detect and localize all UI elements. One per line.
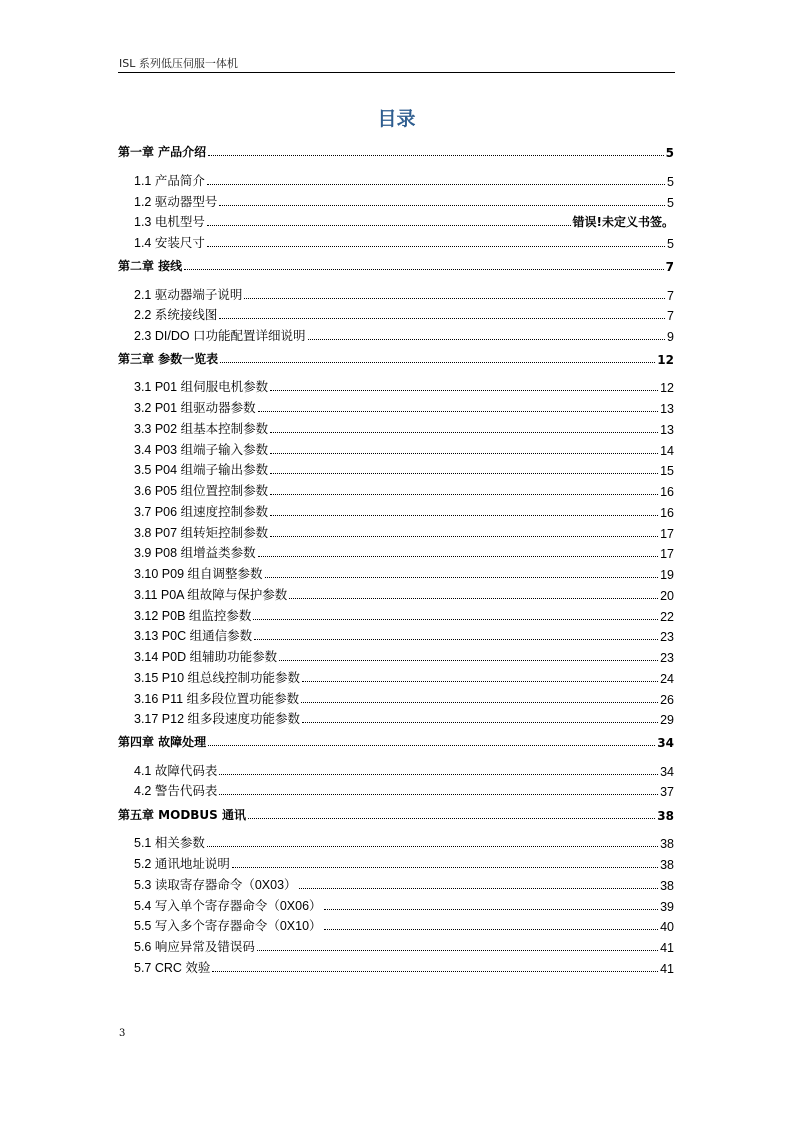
toc-section[interactable] <box>118 324 674 344</box>
toc-entry-page: 24 <box>660 672 674 686</box>
page-number: 3 <box>119 1028 126 1039</box>
dot-leader <box>208 154 663 156</box>
toc-entry-label: 3.16 P11 组多段位置功能参数 <box>134 692 300 706</box>
toc-chapter[interactable] <box>118 347 674 367</box>
toc-section[interactable] <box>118 687 674 707</box>
dot-leader <box>289 597 658 599</box>
toc-entry-page: 20 <box>660 589 674 603</box>
toc-section[interactable] <box>118 759 674 779</box>
toc-entry-page: 7 <box>667 309 674 323</box>
dot-leader <box>270 535 658 537</box>
dot-leader <box>253 618 658 620</box>
dot-leader <box>220 361 655 363</box>
toc-entry-label: 第三章 参数一览表 <box>118 352 219 366</box>
table-of-contents <box>118 0 674 1122</box>
dot-leader <box>302 721 658 723</box>
toc-section[interactable] <box>118 645 674 665</box>
toc-entry-label: 2.2 系统接线图 <box>134 308 218 322</box>
dot-leader <box>324 928 659 930</box>
dot-leader <box>270 452 658 454</box>
dot-leader <box>302 680 658 682</box>
toc-section[interactable] <box>118 935 674 955</box>
dot-leader <box>208 744 655 746</box>
toc-entry-page: 7 <box>667 289 674 303</box>
toc-entry-label: 2.1 驱动器端子说明 <box>134 288 243 302</box>
dot-leader <box>257 949 658 951</box>
toc-entry-page: 13 <box>660 423 674 437</box>
toc-entry-label: 3.6 P05 组位置控制参数 <box>134 484 269 498</box>
toc-section[interactable] <box>118 541 674 561</box>
toc-entry-page: 41 <box>660 962 674 976</box>
toc-entry-label: 5.2 通讯地址说明 <box>134 857 230 871</box>
toc-entry-page: 26 <box>660 693 674 707</box>
toc-section[interactable] <box>118 190 674 210</box>
dot-leader <box>270 514 658 516</box>
dot-leader <box>270 431 658 433</box>
toc-entry-label: 3.9 P08 组增益类参数 <box>134 546 256 560</box>
toc-entry-page: 5 <box>667 237 674 251</box>
toc-entry-page: 22 <box>660 610 674 624</box>
toc-entry-label: 5.7 CRC 效验 <box>134 961 211 975</box>
toc-entry-page: 5 <box>667 196 674 210</box>
toc-entry-label: 3.17 P12 组多段速度功能参数 <box>134 712 301 726</box>
toc-entry-label: 5.1 相关参数 <box>134 836 205 850</box>
toc-entry-page: 39 <box>660 900 674 914</box>
toc-entry-label: 5.3 读取寄存器命令（0X03） <box>134 878 297 892</box>
dot-leader <box>258 410 659 412</box>
toc-entry-page: 34 <box>660 765 674 779</box>
dot-leader <box>299 887 659 889</box>
toc-section[interactable] <box>118 231 674 251</box>
toc-section[interactable] <box>118 894 674 914</box>
toc-entry-label: 1.4 安装尺寸 <box>134 236 205 250</box>
toc-section[interactable] <box>118 417 674 437</box>
toc-error-text: 错误!未定义书签。 <box>572 215 674 229</box>
toc-section[interactable] <box>118 562 674 582</box>
toc-section[interactable] <box>118 303 674 323</box>
toc-section[interactable] <box>118 624 674 644</box>
toc-entry-page: 7 <box>665 260 674 274</box>
dot-leader <box>207 845 658 847</box>
toc-entry-label: 3.5 P04 组端子输出参数 <box>134 463 269 477</box>
dot-leader <box>244 297 665 299</box>
toc-entry-page: 16 <box>660 485 674 499</box>
toc-section[interactable] <box>118 500 674 520</box>
toc-entry-page: 12 <box>660 381 674 395</box>
dot-leader <box>270 389 658 391</box>
toc-entry-label: 4.2 警告代码表 <box>134 784 218 798</box>
toc-entry-page: 16 <box>660 506 674 520</box>
toc-entry-page: 29 <box>660 713 674 727</box>
toc-entry-page: 38 <box>660 879 674 893</box>
toc-entry-label: 1.1 产品简介 <box>134 174 205 188</box>
toc-entry-label: 5.6 响应异常及错误码 <box>134 940 255 954</box>
toc-entry-label: 第一章 产品介绍 <box>118 145 207 159</box>
toc-entry-label: 1.3 电机型号 <box>134 215 205 229</box>
dot-leader <box>184 268 663 270</box>
dot-leader <box>324 908 659 910</box>
dot-leader <box>212 970 658 972</box>
toc-entry-page: 40 <box>660 920 674 934</box>
dot-leader <box>207 224 571 226</box>
toc-entry-page: 5 <box>667 175 674 189</box>
toc-entry-label: 3.2 P01 组驱动器参数 <box>134 401 256 415</box>
toc-entry-page: 17 <box>660 547 674 561</box>
toc-entry-label: 3.14 P0D 组辅助功能参数 <box>134 650 278 664</box>
toc-section[interactable] <box>118 666 674 686</box>
dot-leader <box>232 866 658 868</box>
toc-section[interactable] <box>118 956 674 976</box>
dot-leader <box>265 576 659 578</box>
dot-leader <box>248 817 655 819</box>
toc-entry-page: 38 <box>660 837 674 851</box>
toc-entry-label: 1.2 驱动器型号 <box>134 195 218 209</box>
toc-entry-page: 41 <box>660 941 674 955</box>
toc-section[interactable] <box>118 852 674 872</box>
toc-entry-label: 3.7 P06 组速度控制参数 <box>134 505 269 519</box>
toc-section[interactable] <box>118 707 674 727</box>
toc-section[interactable] <box>118 914 674 934</box>
toc-entry-label: 3.13 P0C 组通信参数 <box>134 629 253 643</box>
toc-section[interactable] <box>118 479 674 499</box>
toc-section[interactable] <box>118 396 674 416</box>
dot-leader <box>207 183 665 185</box>
toc-entry-label: 2.3 DI/DO 口功能配置详细说明 <box>134 329 306 343</box>
toc-entry-page: 38 <box>660 858 674 872</box>
running-header: ISL 系列低压伺服一体机 <box>119 57 238 70</box>
dot-leader <box>219 204 665 206</box>
toc-section[interactable] <box>118 169 674 189</box>
toc-entry-label: 第四章 故障处理 <box>118 735 207 749</box>
dot-leader <box>207 245 665 247</box>
dot-leader <box>279 659 658 661</box>
dot-leader <box>219 773 658 775</box>
toc-section[interactable] <box>118 283 674 303</box>
toc-entry-label: 3.10 P09 组自调整参数 <box>134 567 263 581</box>
toc-entry-label: 5.4 写入单个寄存器命令（0X06） <box>134 899 322 913</box>
toc-entry-label: 第五章 MODBUS 通讯 <box>118 808 246 822</box>
toc-section[interactable] <box>118 375 674 395</box>
toc-section[interactable] <box>118 521 674 541</box>
toc-entry-page: 14 <box>660 444 674 458</box>
toc-entry-page: 34 <box>657 736 674 750</box>
toc-entry-page: 23 <box>660 651 674 665</box>
toc-entry-page: 13 <box>660 402 674 416</box>
dot-leader <box>219 317 665 319</box>
toc-section[interactable] <box>118 604 674 624</box>
toc-section[interactable] <box>118 583 674 603</box>
toc-section[interactable] <box>118 438 674 458</box>
toc-entry-label: 3.11 P0A 组故障与保护参数 <box>134 588 288 602</box>
toc-section[interactable] <box>118 210 674 230</box>
toc-section[interactable] <box>118 831 674 851</box>
dot-leader <box>301 701 658 703</box>
toc-entry-label: 4.1 故障代码表 <box>134 764 218 778</box>
page-title: 目录 <box>377 108 416 130</box>
toc-chapter[interactable] <box>118 803 674 823</box>
toc-entry-label: 3.3 P02 组基本控制参数 <box>134 422 269 436</box>
toc-chapter[interactable] <box>118 140 674 160</box>
toc-entry-page: 37 <box>660 785 674 799</box>
dot-leader <box>258 555 659 557</box>
toc-entry-page: 17 <box>660 527 674 541</box>
dot-leader <box>270 493 658 495</box>
toc-entry-label: 3.12 P0B 组监控参数 <box>134 609 252 623</box>
toc-section[interactable] <box>118 458 674 478</box>
toc-entry-label: 第二章 接线 <box>118 259 183 273</box>
toc-entry-page: 38 <box>657 809 674 823</box>
dot-leader <box>270 472 658 474</box>
toc-entry-page: 5 <box>665 146 674 160</box>
toc-entry-page: 12 <box>657 353 674 367</box>
toc-entry-label: 3.1 P01 组伺服电机参数 <box>134 380 269 394</box>
toc-entry-label: 3.4 P03 组端子输入参数 <box>134 443 269 457</box>
toc-entry-page: 19 <box>660 568 674 582</box>
dot-leader <box>254 638 658 640</box>
toc-entry-page: 23 <box>660 630 674 644</box>
toc-entry-label: 3.8 P07 组转矩控制参数 <box>134 526 269 540</box>
toc-section[interactable] <box>118 779 674 799</box>
toc-chapter[interactable] <box>118 730 674 750</box>
toc-entry-label: 3.15 P10 组总线控制功能参数 <box>134 671 301 685</box>
toc-entry-page: 9 <box>667 330 674 344</box>
dot-leader <box>219 793 658 795</box>
toc-chapter[interactable] <box>118 254 674 274</box>
toc-entry-label: 5.5 写入多个寄存器命令（0X10） <box>134 919 322 933</box>
toc-section[interactable] <box>118 873 674 893</box>
dot-leader <box>308 338 666 340</box>
toc-entry-page: 15 <box>660 464 674 478</box>
